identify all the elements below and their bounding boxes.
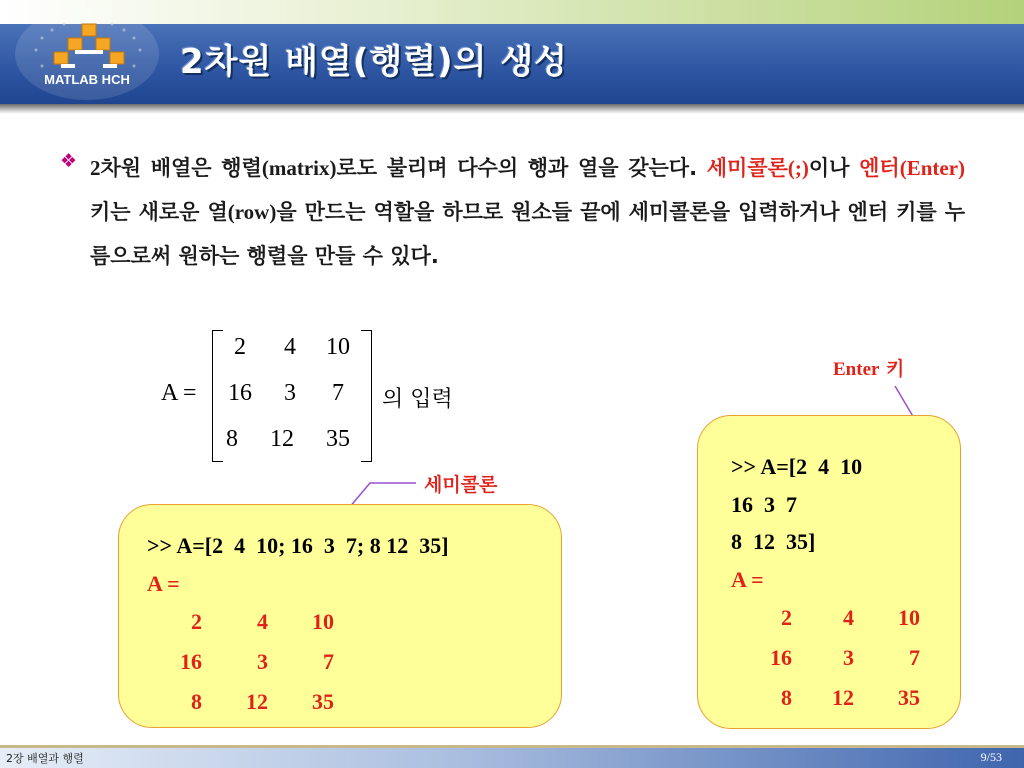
result-cell: 2 — [191, 609, 202, 634]
result-cell: 3 — [257, 649, 268, 674]
result-cell: 4 — [843, 605, 854, 630]
text-run: 키는 새로운 열 — [90, 200, 228, 224]
text-run: 로도 불리며 다수의 행과 열을 갖는다. — [336, 156, 707, 180]
result-cell: 12 — [832, 685, 854, 710]
header-divider — [0, 104, 1024, 114]
result-cell: 10 — [898, 605, 920, 630]
enter-highlight: 엔터 — [859, 156, 900, 180]
text-run: 이나 — [808, 156, 860, 180]
semicolon-result-label: A = — [147, 571, 180, 596]
enter-command-line: 8 12 35] — [731, 529, 816, 554]
result-cell: 7 — [909, 645, 920, 670]
result-cell: 8 — [191, 689, 202, 714]
semicolon-command: >> A=[2 4 10; 16 3 7; 8 12 35] — [147, 533, 449, 558]
enter-result-row — [748, 645, 920, 671]
text-run: 2 — [90, 156, 101, 180]
page-number: 9/53 — [980, 750, 1002, 764]
enter-command-line: >> A=[2 4 10 — [731, 454, 863, 479]
result-cell: 35 — [312, 689, 334, 714]
enter-word-highlight: (Enter) — [899, 156, 966, 180]
matrix-cell: 16 — [228, 380, 252, 406]
semicolon-result-row — [160, 689, 334, 715]
footer-chapter: 2장 배열과 행렬 — [6, 752, 84, 765]
semicolon-annotation: 세미콜론 — [424, 474, 498, 496]
matrix-cell: 8 — [226, 426, 238, 452]
text-run: (row) — [227, 200, 277, 224]
matrix-cell: 35 — [326, 426, 350, 452]
text-run: 을 만드는 역할을 하므로 원소들 끝에 세미콜론을 입력하거나 엔터 키를 누름으로써 원하는 행렬을 만들 수 있다. — [90, 200, 965, 268]
description-text — [90, 146, 965, 278]
enter-key-annotation — [833, 354, 904, 381]
matlab-hch-logo — [12, 10, 162, 104]
semicolon-highlight: 세미콜론 — [706, 156, 788, 180]
matrix-cell: 10 — [326, 334, 350, 360]
matrix-cell: 12 — [270, 426, 294, 452]
text-run: 차원 배열은 행렬 — [100, 156, 262, 180]
matrix-input-label: 의 입력 — [382, 387, 453, 412]
semicolon-result-row — [160, 609, 334, 635]
bullet-paragraph — [60, 146, 965, 278]
result-cell: 16 — [770, 645, 792, 670]
matrix-cell: 2 — [234, 334, 246, 360]
result-cell: 10 — [312, 609, 334, 634]
matrix-lhs: A = — [161, 380, 197, 406]
right-bracket — [361, 330, 372, 462]
matrix-display — [212, 330, 372, 462]
enter-command-line: 16 3 7 — [731, 492, 797, 517]
text-run: (matrix) — [261, 156, 337, 180]
key-word: 키 — [879, 358, 905, 380]
logo-text: MATLAB HCH — [44, 72, 130, 87]
enter-result-label: A = — [731, 567, 764, 592]
enter-word: Enter — [833, 359, 880, 380]
page-title: 2차원 배열(행렬)의 생성 — [180, 42, 569, 82]
enter-result-row — [748, 605, 920, 631]
result-cell: 16 — [180, 649, 202, 674]
matrix-cell: 4 — [284, 334, 296, 360]
result-cell: 2 — [781, 605, 792, 630]
enter-result-row — [748, 685, 920, 711]
footer-bar — [0, 748, 1024, 768]
result-cell: 35 — [898, 685, 920, 710]
semicolon-symbol-highlight: (;) — [787, 156, 809, 180]
result-cell: 8 — [781, 685, 792, 710]
diamond-bullet-icon: ❖ — [60, 150, 78, 172]
result-cell: 7 — [323, 649, 334, 674]
semicolon-result-row — [160, 649, 334, 675]
result-cell: 12 — [246, 689, 268, 714]
matrix-cell: 3 — [284, 380, 296, 406]
result-cell: 3 — [843, 645, 854, 670]
matrix-cell: 7 — [332, 380, 344, 406]
result-cell: 4 — [257, 609, 268, 634]
